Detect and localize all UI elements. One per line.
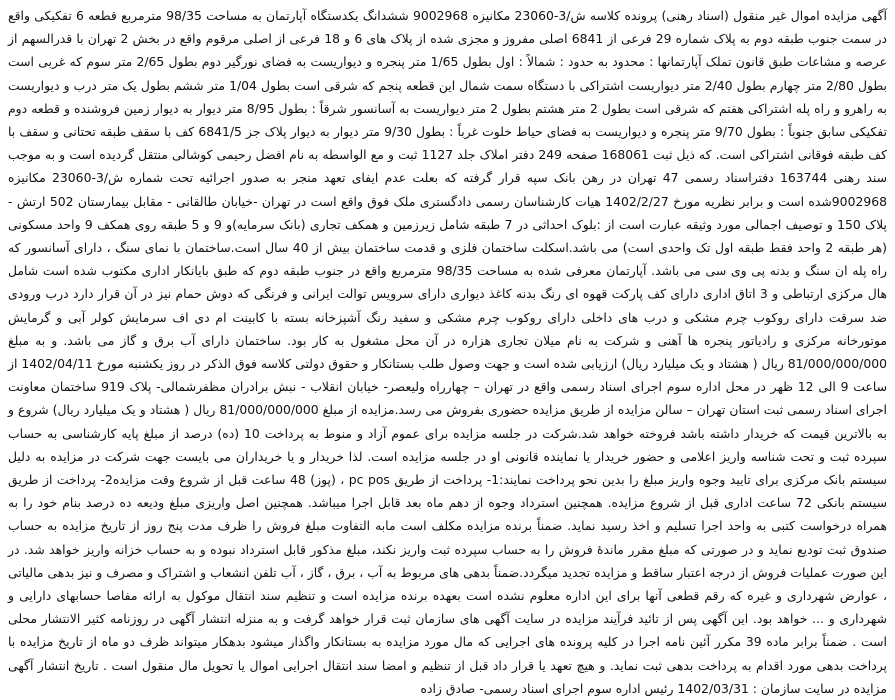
auction-notice-text: آگهی مزایده اموال غیر منقول (اسناد رهنی) پرونده کلاسه ش/3-23060 مکانیزه 9002968 ششدانگ یکدستگاه آپارتمان به مساحت 98/35 مترمربع قطعه 6 تفکیکی واقع در سمت جنوب طبقه دوم به پلاک شماره 29 فرعی از 6841 اصلی مفروز و مجزی شده از پلاک های 6 و 18 فرعی از اصلی مرقوم واقع در بخش 2 تهران با قدرالسهم از عرصه و مشاعات طبق قانون تملک آپارتمانها : محدود به حدود : شمالاً : اول بطول 1/65 متر پنجره و دیواریست به فضای نورگیر دوم بطول 2/65 متر سوم که غربی است بطول 2/80 متر چهارم بطول 2/40 متر دیواریست اشتراکی با دستگاه سمت شمال این قطعه پنجم که شرقی است بطول 1/04 متر ششم بطول یک متر درب و دیواریست به راهرو و راه پله اشتراکی هفتم که شرقی است بطول 2 متر هشتم بطول 2 متر دیواریست به آسانسور شرقاً : بطول 8/95 متر دیوار به دیوار زمین فروشنده و قطعه دوم تفکیکی سابق جنوباً : بطول 9/70 متر پنجره و دیواریست به فضای حیاط خلوت غرباً : بطول 9/30 متر دیوار به دیوار پلاک جز 6841/5 کف با سقف طبقه تحتانی و سقف با کف طبقه فوقانی اشتراکی است. که ذیل ثبت 168061 صفحه 249 دفتر املاک جلد 1127 ثبت و مع الواسطه به نام افضل رحیمی کوشالی منتقل گردیده است و به موجب سند رهنی 163744 دفتراسناد رسمی 47 تهران در رهن بانک سپه قرار گرفته که بعلت عدم ایفای تعهد منجر به صدور اجرائیه تحت شماره ش/3-23060 مکانیزه 9002968شده است و برابر نظریه مورخ 1402/2/27 هیات کارشناسان رسمی دادگستری ملک فوق واقع است در تهران -خیابان طالقانی - مقابل بیمارستان 502 ارتش - پلاک 150 و توصیف اجمالی مورد وثیقه عبارت است از :بلوک احداثی در 7 طبقه شامل زیرزمین و همکف تجاری (بانک سرمایه)و 9 و 5 طبقه روی همکف 9 واحد مسکونی (هر طبقه 2 واحد فقط طبقه اول تک واحدی است) می باشد.اسکلت ساختمان فلزی و قدمت ساختمان بیش از 40 سال است.ساختمان با نمای سنگ ، دارای آسانسور که راه پله ان سنگ و بدنه پی وی سی می باشد. آپارتمان معرفی شده به مساحت 98/35 مترمربع واقع در جنوب طبقه دوم که طبق بایانکار اداری مکتوب شده است شامل هال مرکزی ارتباطی و 3 اتاق اداری دارای کف پارکت قهوه ای رنگ بدنه کاغذ دیواری دارای سرویس توالت ایرانی و فرنگی که دوش حمام نیز در آن قرار دارد درب ورودی ضد سرقت دارای روکوب چرم مشکی و درب های داخلی دارای روکوب چرم مشکی و سفید رنگ آشپزخانه بسته با کابینت ام دی اف سرمایش کولر آبی و گرمایش موتورخانه مرکزی و رادیاتور پنجره ها آهنی و شرکت به نام میلان تجاری هزاره در آن محل مشغول به کار بود. ساختمان دارای آب برق و گاز می باشد. و به مبلغ 81/000/000/000 ریال ( هشتاد و یک میلیارد ریال) ارزیابی شده است و جهت وصول طلب بستانکار و حقوق دولتی کلاسه فوق الذکر در روز یکشنبه مورخ 1402/04/11 از ساعت 9 الی 12 ظهر در محل اداره سوم اجرای اسناد رسمی واقع در تهران – چهارراه ولیعصر- خیابان انقلاب - نبش برادران مظفرشمالی- پلاک 919 ساختمان معاونت اجرای اسناد رسمی ثبت استان تهران – سالن مزایده از طریق مزایده حضوری بفروش می رسد.مزایده از مبلغ 81/000/000/000 ریال ( هشتاد و یک میلیارد ریال) شروع و به بالاترین قیمت که خریدار داشته باشد فروخته خواهد شد.شرکت در جلسه مزایده برای عموم آزاد و منوط به پرداخت 10 (ده) درصد از مبلغ پایه کارشناسی به حساب سپرده ثبت و تحت شناسه واریز اعلامی و حضور خریدار یا نماینده قانونی او در جلسه مزایده است. لذا خریدار و یا خریداران می بایست جهت شرکت در مزایده به دلیل سیستم بانک مرکزی برای تایید وجوه واریز مبلغ را بدین نحو پرداخت نمایند:1- پرداخت از طریق pc pos ، (پوز) 48 ساعت قبل از شروع وقت مزایده2- پرداخت از طریق سیستم بانکی 72 ساعت اداری قبل از شروع مزایده. همچنین استرداد وجوه از دهم ماه بعد قابل اجرا میباشد. همچنین اصل واریزی مبلغ ودیعه ده درصد بنام خود را به همراه درخواست کتبی به واحد اجرا تسلیم و اخذ رسید نماید. ضمناً برنده مزایده مکلف است مابه التفاوت مبلغ فروش را ظرف مدت پنج روز از تاریخ مزایده به حساب صندوق ثبت تودیع نماید و در صورتی که مبلغ مقرر ماندۀ فروش را به حساب سپرده ثبت واریز نکند، مبلغ مذکور قابل استرداد نبوده و به حساب خزانه واریز خواهد شد. در این صورت عملیات فروش از درجه اعتبار ساقط و مزایده تجدید میگردد.ضمناً بدهی های مربوط به آب ، برق ، گاز ، آب تلفن انشعاب و اشتراک و مصرف و نیز بدهی مالیاتی ، عوارض شهرداری و غیره که رقم قطعی آنها برای این اداره معلوم نشده است بعهده برنده مزایده است و تنظیم سند انتقال موکول به ارائه مفاصا حسابهای دارایی و شهرداری و ... خواهد بود. این آگهی پس از تائید فرآیند مزایده در سایت آگهی های سازمان ثبت قرار خواهد گرفت و به منزله انتشار آگهی در روزنامه کثیر الانتشار محلی است . ضمناً برابر ماده 39 مکرر آئین نامه اجرا در کلیه پرونده های اجرایی که مال مورد مزایده به بستانکار واگذار میشود بدهکار میتواند ظرف دو ماه از تاریخ مزایده با پرداخت بدهی مورد اقدام به پرداخت بدهی ثبت نماید. و هیچ تعهد یا قرار داد قبل از تنظیم و امضا سند انتقال اجرایی اموال یا تحویل مال منقول است . تاریخ انتشار آگهی مزایده در سایت سازمان : 1402/03/31 رئیس اداره سوم اجرای اسناد رسمی- صادق زاده: [8, 8, 888, 696]
